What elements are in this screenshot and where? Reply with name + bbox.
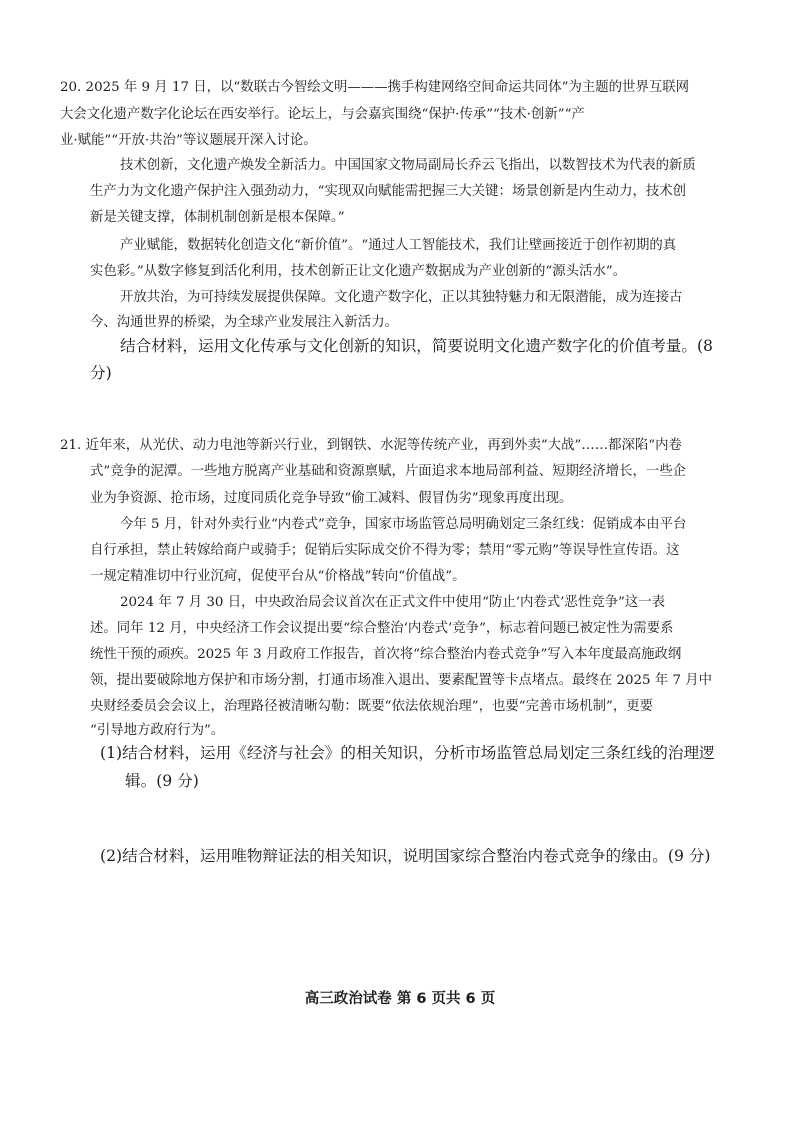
q20-intro-line-1: 20. 2025 年 9 月 17 日，以“数联古今智绘文明———携手构建网络空间命运共同体”为主题的世界互联网	[60, 80, 690, 95]
q20-para2-line-1: 产业赋能，数据转化创造文化“新价值”。“通过人工智能技术，我们让壁画接近于创作初期的真	[120, 238, 677, 253]
q21-para2-line-6: “引导地方政府行为”。	[90, 723, 225, 738]
q21-para2-line-1: 2024 年 7 月 30 日，中央政治局会议首次在正式文件中使用“防止‘内卷式’恶性竞争”这一表	[120, 595, 666, 610]
q20-para3-line-1: 开放共治，为可持续发展提供保障。文化遗产数字化，正以其独特魅力和无限潜能，成为连接古	[120, 290, 683, 305]
q21-intro-line-2: 式”竞争的泥潭。一些地方脱离产业基础和资源禀赋，片面追求本地局部利益、短期经济增长，一些企	[90, 464, 687, 479]
q21-para2-line-2: 述。同年 12 月，中央经济工作会议提出要“综合整治‘内卷式’竞争”，标志着问题已被定性为需要系	[90, 621, 674, 636]
q21-para1-line-2: 自行承担，禁止转嫁给商户或骑手；促销后实际成交价不得为零；禁用“零元购”等误导性宣传语。这	[90, 543, 680, 558]
q20-question-line-2: 分)	[90, 364, 112, 382]
q20-para2-line-2: 实色彩。”从数字修复到活化利用，技术创新正让文化遗产数据成为产业创新的“源头活水”。	[90, 264, 627, 279]
page-footer: 高三政治试卷 第 6 页共 6 页	[304, 991, 496, 1007]
q21-sub1-line-1: (1)结合材料，运用《经济与社会》的相关知识，分析市场监管总局划定三条红线的治理逻	[100, 744, 715, 762]
q20-para1-line-2: 生产力为文化遗产保护注入强劲动力，“实现双向赋能需把握三大关键：场景创新是内生动力，技术创	[90, 184, 687, 199]
q20-question-line-1: 结合材料，运用文化传承与文化创新的知识，简要说明文化遗产数字化的价值考量。(8	[120, 337, 713, 355]
q20-para1-line-3: 新是关键支撑，体制机制创新是根本保障。”	[90, 210, 345, 225]
q21-intro-line-3: 业为争资源、抢市场，过度同质化竞争导致“偷工减料、假冒伪劣”现象再度出现。	[90, 491, 573, 506]
q21-para2-line-4: 领，提出要破除地方保护和市场分割，打通市场准入退出、要素配置等卡点堵点。最终在 2025 年 7 月中	[90, 673, 713, 688]
q20-intro-line-2: 大会文化遗产数字化论坛在西安举行。论坛上，与会嘉宾围绕“保护·传承”“技术·创新”“产	[60, 107, 585, 122]
q21-intro-line-1: 21. 近年来，从光伏、动力电池等新兴行业，到钢铁、水泥等传统产业，再到外卖“大战”……都深陷“内卷	[60, 438, 682, 453]
q21-sub1-line-2: 辑。(9 分)	[125, 772, 199, 790]
q21-para2-line-3: 统性干预的顽疾。2025 年 3 月政府工作报告，首次将“综合整治内卷式竞争”写入本年度最高施政纲	[90, 647, 682, 662]
q21-sub2: (2)结合材料，运用唯物辩证法的相关知识，说明国家综合整治内卷式竞争的缘由。(9 分)	[100, 847, 711, 865]
q21-para1-line-3: 一规定精准切中行业沉疴，促使平台从“价格战”转向“价值战”。	[90, 569, 466, 584]
q20-intro-line-3: 业·赋能”“开放·共治”等议题展开深入讨论。	[60, 133, 317, 148]
q20-para1-line-1: 技术创新，文化遗产焕发全新活力。中国国家文物局副局长乔云飞指出，以数智技术为代表的新质	[120, 158, 696, 173]
q21-para1-line-1: 今年 5 月，针对外卖行业“内卷式”竞争，国家市场监管总局明确划定三条红线：促销成本由平台	[120, 517, 687, 532]
q21-para2-line-5: 央财经委员会会议上，治理路径被清晰勾勒：既要“依法依规治理”，也要“完善市场机制”，更要	[90, 699, 654, 714]
q20-para3-line-2: 今、沟通世界的桥梁，为全球产业发展注入新活力。	[90, 315, 398, 330]
